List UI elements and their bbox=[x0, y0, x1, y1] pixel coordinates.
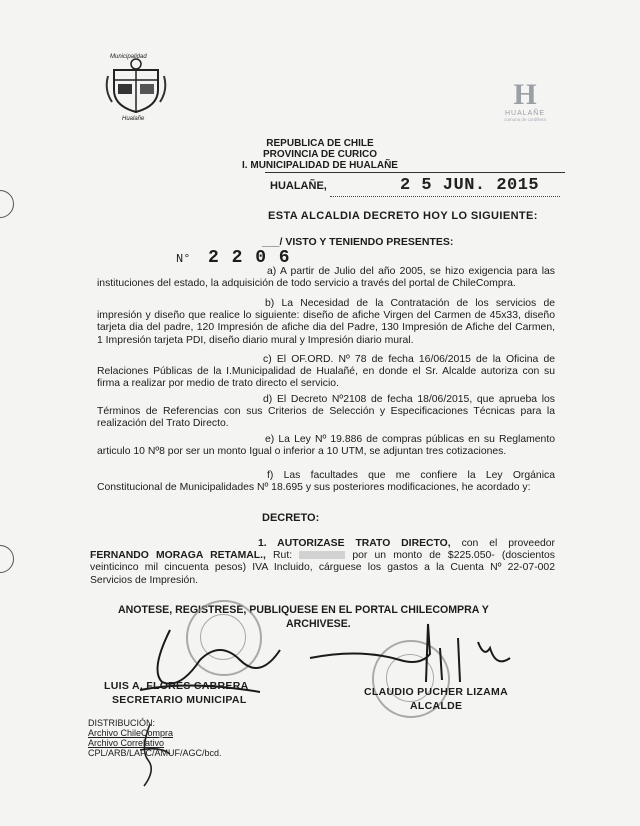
decree-intro: ESTA ALCALDIA DECRETO HOY LO SIGUIENTE: bbox=[268, 210, 538, 222]
closing-line-1: ANOTESE, REGISTRESE, PUBLIQUESE EN EL PORTAL CHILECOMPRA Y bbox=[118, 604, 489, 616]
decree-number: 2 2 0 6 bbox=[208, 248, 291, 268]
header-line-2: PROVINCIA DE CURICO bbox=[262, 149, 378, 160]
closing-line-2: ARCHIVESE. bbox=[286, 618, 351, 630]
brand-logo-letters: H bbox=[513, 78, 537, 111]
paragraph-a-text: A partir de Julio del año 2005, se hizo exigencia para las instituciones del estado, la adquisición de todo servicio a través del portal de ChileCompra. bbox=[97, 266, 555, 290]
brand-name: HUALAÑE bbox=[504, 110, 546, 117]
paragraph-c bbox=[97, 354, 555, 391]
mayor-title: ALCALDE bbox=[410, 700, 463, 712]
paragraph-b bbox=[97, 298, 555, 347]
distribution-line-1: Archivo ChileCompra bbox=[88, 728, 174, 738]
secretary-title: SECRETARIO MUNICIPAL bbox=[112, 694, 247, 706]
punch-hole-top bbox=[0, 190, 14, 218]
provider-name: FERNANDO MORAGA RETAMAL., bbox=[90, 550, 266, 562]
paragraph-f bbox=[97, 470, 555, 494]
crest-icon bbox=[104, 56, 168, 116]
date-underline bbox=[330, 196, 560, 197]
paragraph-e-label: e) bbox=[265, 434, 275, 445]
crest-bottom-text: Hualañe bbox=[122, 116, 145, 122]
rut-redacted bbox=[299, 551, 345, 559]
paragraph-e bbox=[97, 434, 555, 458]
decreto-title: DECRETO: bbox=[262, 512, 320, 524]
paragraph-a bbox=[97, 266, 555, 290]
header-rule bbox=[265, 172, 565, 173]
place: HUALAÑE, bbox=[270, 180, 327, 192]
paragraph-e-text: La Ley Nº 19.886 de compras públicas en su Reglamento articulo 10 Nº8 por ser un monto Igual o inferior a 10 UTM, se adjuntan tres cotizaciones. bbox=[97, 434, 555, 458]
crest-top-text: Municipalidad bbox=[110, 54, 147, 60]
municipal-crest bbox=[104, 56, 168, 122]
brand-logo bbox=[500, 80, 550, 122]
document-header bbox=[230, 138, 410, 171]
visto-heading: ___/ VISTO Y TENIENDO PRESENTES: bbox=[262, 236, 454, 248]
paragraph-c-label: c) bbox=[263, 354, 272, 365]
brand-tagline: comuna de cordillera bbox=[504, 117, 546, 122]
mayor-name: CLAUDIO PUCHER LIZAMA bbox=[364, 686, 508, 698]
date-stamp: 2 5 JUN. 2015 bbox=[400, 176, 540, 195]
paragraph-d-text: El Decreto Nº2108 de fecha 18/06/2015, que aprueba los Términos de Referencias con sus Criterios de Selección y Especificaciones Técnicas para la realización del Trato Directo. bbox=[97, 394, 556, 430]
rut-label: Rut: bbox=[273, 550, 293, 562]
paragraph-f-label: f) bbox=[267, 470, 274, 481]
decree-item-rest: por un monto de $225.050- (doscientos veinticinco mil cincuenta pesos) IVA Incluido, cárguese los gastos a la Cuenta Nº 22-07-002 Servicios de Impresión. bbox=[90, 550, 555, 586]
number-prefix: N° bbox=[176, 252, 191, 266]
paragraph-f-text: Las facultades que me confiere la Ley Orgánica Constitucional de Municipalidades Nº 18.695 y sus posteriores modificaciones, he acordado y: bbox=[97, 470, 555, 494]
paragraph-b-label: b) bbox=[265, 298, 275, 309]
header-line-3: I. MUNICIPALIDAD DE HUALAÑE bbox=[242, 160, 398, 171]
paragraph-c-text: El OF.ORD. Nº 78 de fecha 16/06/2015 de la Oficina de Relaciones Públicas de la I.Municipalidad de Hualañé, en donde el Sr. Alcalde autoriza con su firma a realizar por medio de trato directo el servicio. bbox=[97, 354, 556, 390]
punch-hole-bottom bbox=[0, 545, 14, 573]
secretary-name: LUIS A. FLORES CABRERA bbox=[104, 680, 249, 692]
paragraph-a-label: a) bbox=[267, 266, 277, 277]
paragraph-b-text: La Necesidad de la Contratación de los servicios de impresión y diseño que realice lo siguiente: diseño de afiche Virgen del Carmen de 45x33, diseño tarjeta dia del padre, 120 Impresión de afiche dia del Padre, 130 Impresión de Afiche del Carmen, 1 Impresión tarjeta PDI, diseño diario mural y Impresión diario mural. bbox=[97, 298, 556, 346]
decree-item bbox=[90, 538, 555, 587]
header-line-1: REPUBLICA DE CHILE bbox=[266, 138, 374, 149]
decree-item-lead: 1. AUTORIZASE TRATO DIRECTO, bbox=[258, 538, 451, 549]
distribution-line-2: Archivo Correlativo bbox=[88, 738, 165, 748]
initials-scribble bbox=[120, 720, 180, 790]
paragraph-d-label: d) bbox=[263, 394, 273, 405]
paragraph-d bbox=[97, 394, 555, 431]
decree-item-lead-rest: con el proveedor bbox=[461, 538, 556, 549]
distribution-line-3: CPL/ARB/LAFC/AMUF/AGC/bcd. bbox=[88, 748, 222, 758]
distribution-label: DISTRIBUCIÓN: bbox=[88, 718, 156, 728]
